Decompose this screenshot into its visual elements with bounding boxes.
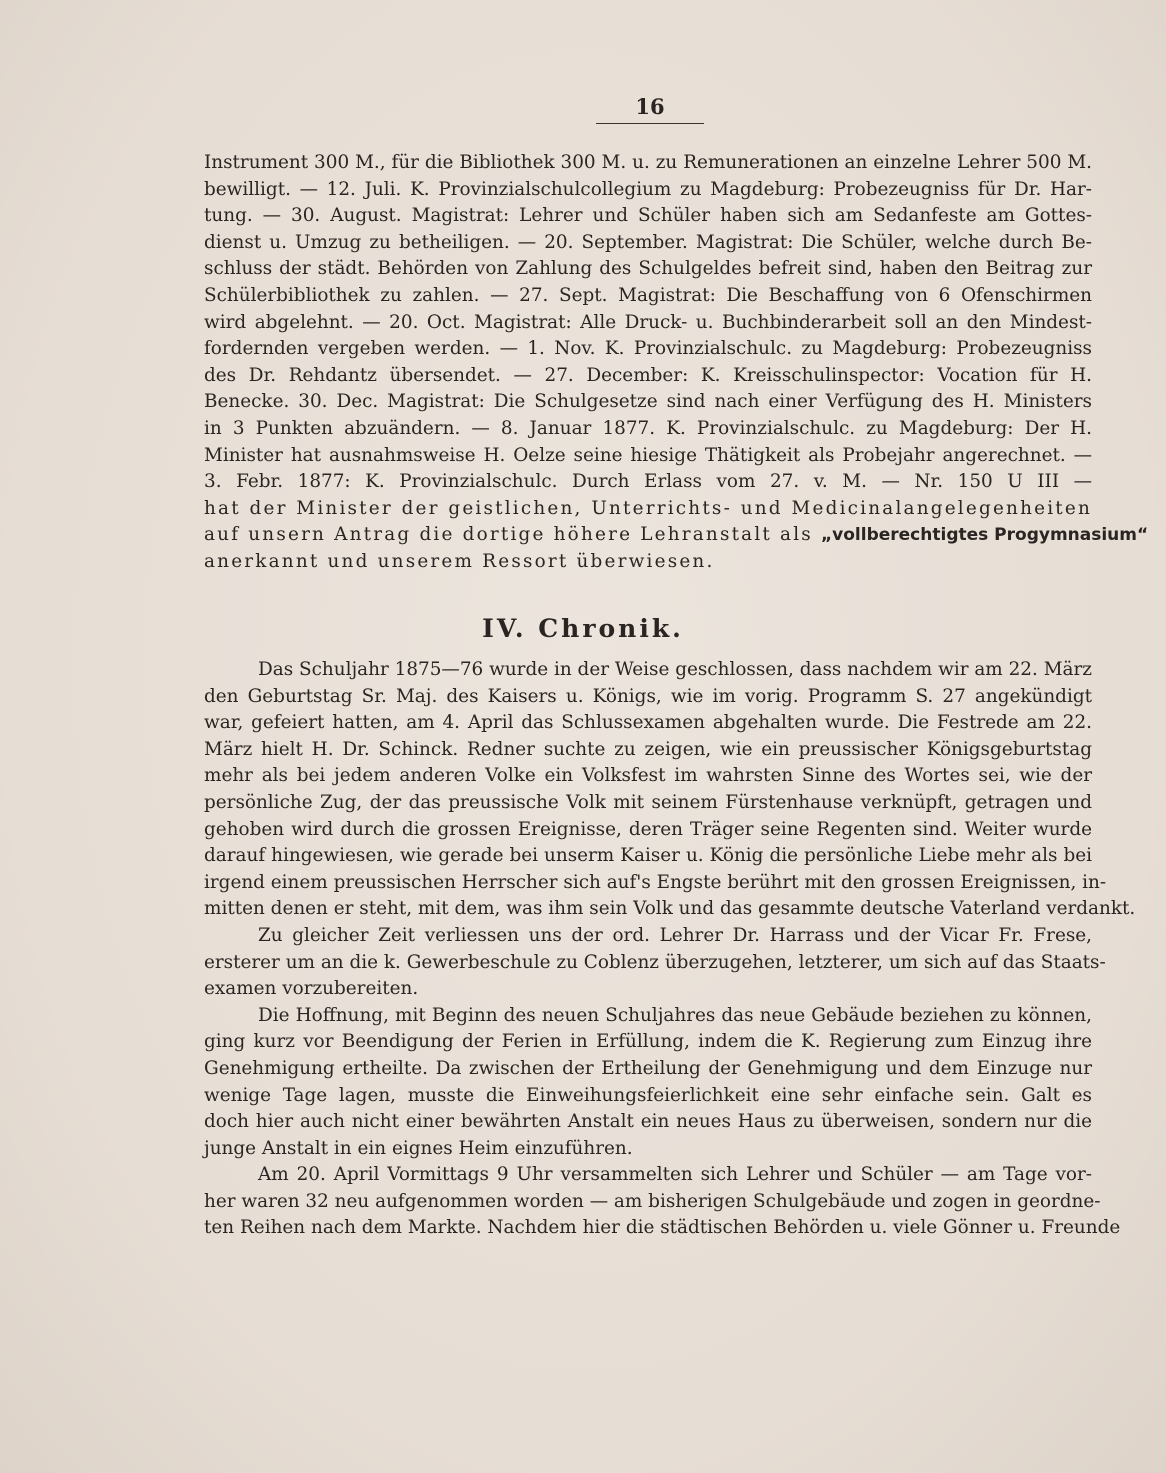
text-line: gehoben wird durch die grossen Ereignisse, deren Träger seine Regenten sind. Weiter wurde: [204, 818, 1092, 840]
text-line: bewilligt. — 12. Juli. K. Provinzialschulcollegium zu Magdeburg: Probezeugniss für Dr. Har-: [204, 178, 1092, 200]
text-line: in 3 Punkten abzuändern. — 8. Januar 1877. K. Provinzialschulc. zu Magdeburg: Der H.: [204, 417, 1092, 439]
text-line: Schülerbibliothek zu zahlen. — 27. Sept. Magistrat: Die Beschaffung von 6 Ofenschirmen: [204, 284, 1092, 306]
text-line: war, gefeiert hatten, am 4. April das Schlussexamen abgehalten wurde. Die Festrede am 22.: [204, 712, 1092, 734]
text-line: doch hier auch nicht einer bewährten Anstalt ein neues Haus zu überweisen, sondern nur die: [204, 1111, 1092, 1133]
text-line: 3. Febr. 1877: K. Provinzialschulc. Durch Erlass vom 27. v. M. — Nr. 150 U III —: [204, 471, 1092, 493]
text-line-spaced: hat der Minister der geistlichen, Unterrichts- und Medicinalangelegenheiten: [204, 497, 1092, 519]
text-line: examen vorzubereiten.: [204, 978, 419, 1000]
text-line: ersterer um an die k. Gewerbeschule zu Coblenz überzugehen, letzterer, um sich auf das Staats-: [204, 951, 1106, 973]
paragraph-first-line: Zu gleicher Zeit verliessen uns der ord. Lehrer Dr. Harrass und der Vicar Fr. Frese,: [258, 924, 1092, 946]
text-line-spaced: [204, 522, 1149, 549]
text-line: tung. — 30. August. Magistrat: Lehrer und Schüler haben sich am Sedanfeste am Gottes-: [204, 205, 1092, 227]
text-line: wenige Tage lagen, musste die Einweihungsfeierlichkeit eine sehr einfache sein. Galt es: [204, 1084, 1092, 1106]
text-line: mitten denen er steht, mit dem, was ihm sein Volk und das gesammte deutsche Vaterland verdankt.: [204, 898, 1136, 920]
text-line: darauf hingewiesen, wie gerade bei unserm Kaiser u. König die persönliche Liebe mehr als bei: [204, 845, 1092, 867]
text-line: schluss der städt. Behörden von Zahlung des Schulgeldes befreit sind, haben den Beitrag zur: [204, 258, 1092, 280]
paragraph-first-line: Das Schuljahr 1875—76 wurde in der Weise geschlossen, dass nachdem wir am 22. März: [258, 659, 1092, 680]
text-line: irgend einem preussischen Herrscher sich auf's Engste berührt mit den grossen Ereignissen, in-: [204, 871, 1107, 893]
text-line: des Dr. Rehdantz übersendet. — 27. December: K. Kreisschulinspector: Vocation für H.: [204, 364, 1092, 386]
paragraph-first-line: Die Hoffnung, mit Beginn des neuen Schuljahres das neue Gebäude beziehen zu können,: [258, 1004, 1092, 1026]
text-line: Minister hat ausnahmsweise H. Oelze seine hiesige Thätigkeit als Probejahr angerechnet. —: [204, 444, 1092, 466]
text-line-spaced: anerkannt und unserem Ressort überwiesen.: [204, 550, 715, 572]
page-number: 16: [596, 94, 704, 124]
text-line: her waren 32 neu aufgenommen worden — am bisherigen Schulgebäude und zogen in geordne-: [204, 1190, 1101, 1212]
progymnasium-title: „vollberechtigtes Progymnasium“: [820, 525, 1149, 546]
decree-text: auf unsern Antrag die dortige höhere Lehranstalt als: [204, 524, 813, 546]
text-line: junge Anstalt in ein eignes Heim einzuführen.: [204, 1137, 633, 1159]
text-line: ging kurz vor Beendigung der Ferien in Erfüllung, indem die K. Regierung zum Einzug ihre: [204, 1031, 1092, 1053]
text-line: fordernden vergeben werden. — 1. Nov. K. Provinzialschulc. zu Magdeburg: Probezeugniss: [204, 338, 1092, 360]
text-line: Genehmigung ertheilte. Da zwischen der Ertheilung der Genehmigung und dem Einzuge nur: [204, 1057, 1092, 1079]
text-line: Benecke. 30. Dec. Magistrat: Die Schulgesetze sind nach einer Verfügung des H. Ministers: [204, 391, 1092, 413]
chronik-text-block: [204, 657, 1136, 1242]
text-line: ten Reihen nach dem Markte. Nachdem hier die städtischen Behörden u. viele Gönner u. Freunde: [204, 1217, 1121, 1239]
text-line: persönliche Zug, der das preussische Volk mit seinem Fürstenhause verknüpft, getragen und: [204, 791, 1092, 813]
section-heading: IV. Chronik.: [482, 614, 684, 643]
top-text-block: [204, 150, 1149, 576]
text-line: den Geburtstag Sr. Maj. des Kaisers u. Königs, wie im vorig. Programm S. 27 angekündigt: [204, 685, 1092, 707]
text-line: mehr als bei jedem anderen Volke ein Volksfest im wahrsten Sinne des Wortes sei, wie der: [204, 765, 1092, 787]
text-line: Instrument 300 M., für die Bibliothek 300 M. u. zu Remunerationen an einzelne Lehrer 500 M.: [204, 152, 1092, 173]
text-line: wird abgelehnt. — 20. Oct. Magistrat: Alle Druck- u. Buchbinderarbeit soll an den Mindest-: [204, 311, 1092, 333]
text-line: dienst u. Umzug zu betheiligen. — 20. September. Magistrat: Die Schüler, welche durch Be-: [204, 231, 1092, 253]
paragraph-first-line: Am 20. April Vormittags 9 Uhr versammelten sich Lehrer und Schüler — am Tage vor-: [258, 1164, 1092, 1186]
text-line: März hielt H. Dr. Schinck. Redner suchte zu zeigen, wie ein preussischer Königsgeburtstag: [204, 738, 1092, 760]
